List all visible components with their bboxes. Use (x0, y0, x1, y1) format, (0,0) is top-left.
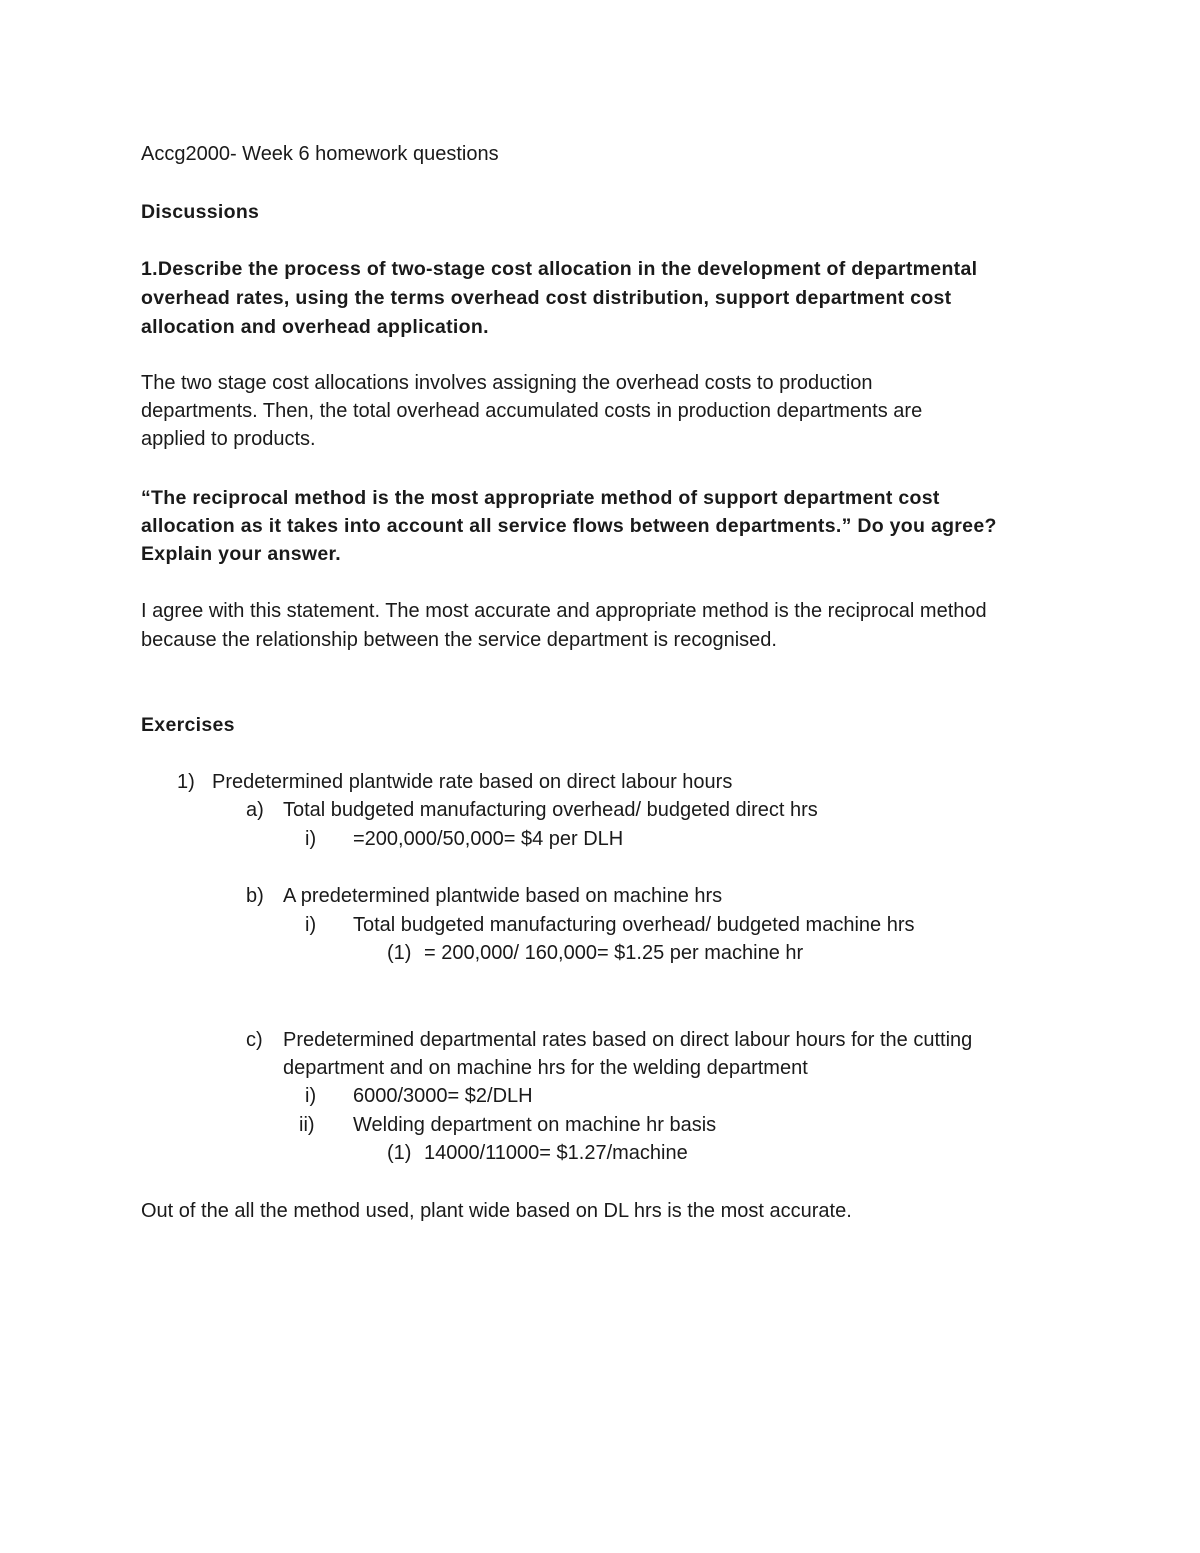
answer-1-line-2: departments. Then, the total overhead accumulated costs in production departments are (141, 400, 923, 422)
document-title: Accg2000- Week 6 homework questions (141, 143, 499, 165)
exercise-1c-ii-1-text: 14000/11000= $1.27/machine (424, 1142, 688, 1164)
answer-1-line-1: The two stage cost allocations involves assigning the overhead costs to production (141, 372, 873, 394)
question-2-line-3: Explain your answer. (141, 543, 341, 565)
list-marker: b) (246, 885, 264, 907)
list-marker: (1) (387, 1142, 412, 1164)
exercises-heading: Exercises (141, 714, 235, 736)
exercise-1a-text: Total budgeted manufacturing overhead/ budgeted direct hrs (283, 799, 818, 821)
question-1-line-1: 1.Describe the process of two-stage cost allocation in the development of departmental (141, 258, 978, 280)
list-marker: i) (305, 828, 317, 850)
list-marker: i) (305, 1085, 317, 1107)
list-marker: 1) (177, 771, 195, 793)
answer-2-line-2: because the relationship between the service department is recognised. (141, 629, 777, 651)
question-1-line-2: overhead rates, using the terms overhead cost distribution, support department cost (141, 287, 952, 309)
exercise-1b-i-text: Total budgeted manufacturing overhead/ budgeted machine hrs (353, 914, 915, 936)
answer-2-line-1: I agree with this statement. The most accurate and appropriate method is the reciprocal method (141, 600, 987, 622)
list-marker: a) (246, 799, 264, 821)
conclusion-text: Out of the all the method used, plant wide based on DL hrs is the most accurate. (141, 1200, 852, 1222)
exercise-1-text: Predetermined plantwide rate based on direct labour hours (212, 771, 733, 793)
exercise-1c-ii-text: Welding department on machine hr basis (353, 1114, 717, 1136)
exercise-1a-i-text: =200,000/50,000= $4 per DLH (353, 828, 624, 850)
exercise-1b-i-1-text: = 200,000/ 160,000= $1.25 per machine hr (424, 942, 804, 964)
question-1-line-3: allocation and overhead application. (141, 316, 489, 338)
exercise-1c-line-2: department and on machine hrs for the welding department (283, 1057, 808, 1079)
question-2-line-1: “The reciprocal method is the most appropriate method of support department cost (141, 487, 940, 509)
list-marker: i) (305, 914, 317, 936)
list-marker: c) (246, 1029, 263, 1051)
exercise-1b-text: A predetermined plantwide based on machine hrs (283, 885, 723, 907)
list-marker: ii) (299, 1114, 315, 1136)
exercise-1c-i-text: 6000/3000= $2/DLH (353, 1085, 533, 1107)
list-marker: (1) (387, 942, 412, 964)
discussions-heading: Discussions (141, 201, 260, 223)
question-2-line-2: allocation as it takes into account all service flows between departments.” Do you agree? (141, 515, 997, 537)
exercise-1c-line-1: Predetermined departmental rates based on direct labour hours for the cutting (283, 1029, 973, 1051)
answer-1-line-3: applied to products. (141, 428, 316, 450)
